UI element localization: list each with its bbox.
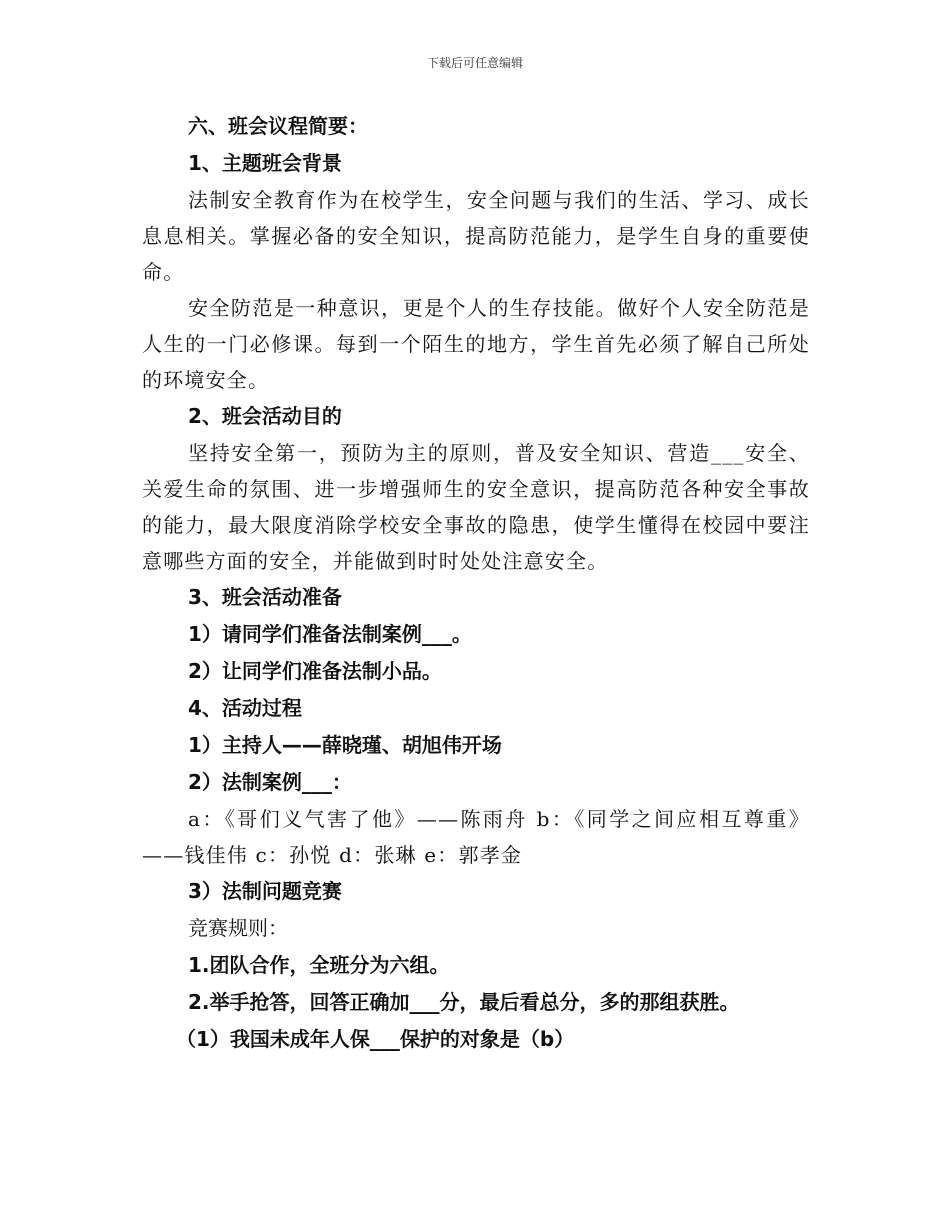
subsection-title-purpose: 2、班会活动目的 xyxy=(188,404,342,428)
preparation-item-2: 2）让同学们准备法制小品。 xyxy=(188,659,442,683)
process-item-1: 1）主持人——薛晓瑾、胡旭伟开场 xyxy=(188,733,502,757)
subsection-title-background: 1、主题班会背景 xyxy=(188,151,342,175)
page-header-note: 下载后可任意编辑 xyxy=(426,56,523,70)
paragraph-purpose: 坚持安全第一，预防为主的原则，普及安全知识、营造___安全、关爱生命的氛围、进一步增强师生的安全意识，提高防范各种安全事故的能力，最大限度消除学校安全事故的隐患，使学生懂得在校园中要注意哪些方面的安全，并能做到时时处处注意安全。 xyxy=(142,441,810,573)
preparation-item-1: 1）请同学们准备法制案例___。 xyxy=(188,622,472,646)
paragraph-background-1: 法制安全教育作为在校学生，安全问题与我们的生活、学习、成长息息相关。掌握必备的安全知识，提高防范能力，是学生自身的重要使命。 xyxy=(142,188,810,284)
document-body xyxy=(142,108,810,1058)
rule-item-2: 2.举手抢答，回答正确加___分，最后看总分，多的那组获胜。 xyxy=(188,990,740,1014)
section-title: 六、班会议程简要： xyxy=(188,114,368,138)
paragraph-background-2: 安全防范是一种意识，更是个人的生存技能。做好个人安全防范是人生的一门必修课。每到一个陌生的地方，学生首先必须了解自己所处的环境安全。 xyxy=(142,296,810,392)
process-item-3: 3）法制问题竞赛 xyxy=(188,879,342,903)
paragraph-case-list: a：《哥们义气害了他》——陈雨舟 b：《同学之间应相互尊重》——钱佳伟 c：孙悦 d：张琳 e：郭孝金 xyxy=(142,807,810,867)
subsection-title-preparation: 3、班会活动准备 xyxy=(188,585,342,609)
rule-item-1: 1.团队合作，全班分为六组。 xyxy=(188,953,450,977)
subsection-title-process: 4、活动过程 xyxy=(188,696,302,720)
process-item-2: 2）法制案例___： xyxy=(188,770,352,794)
question-item-1: （1）我国未成年人保___保护的对象是（b） xyxy=(176,1027,575,1051)
rules-label: 竞赛规则： xyxy=(188,916,288,940)
